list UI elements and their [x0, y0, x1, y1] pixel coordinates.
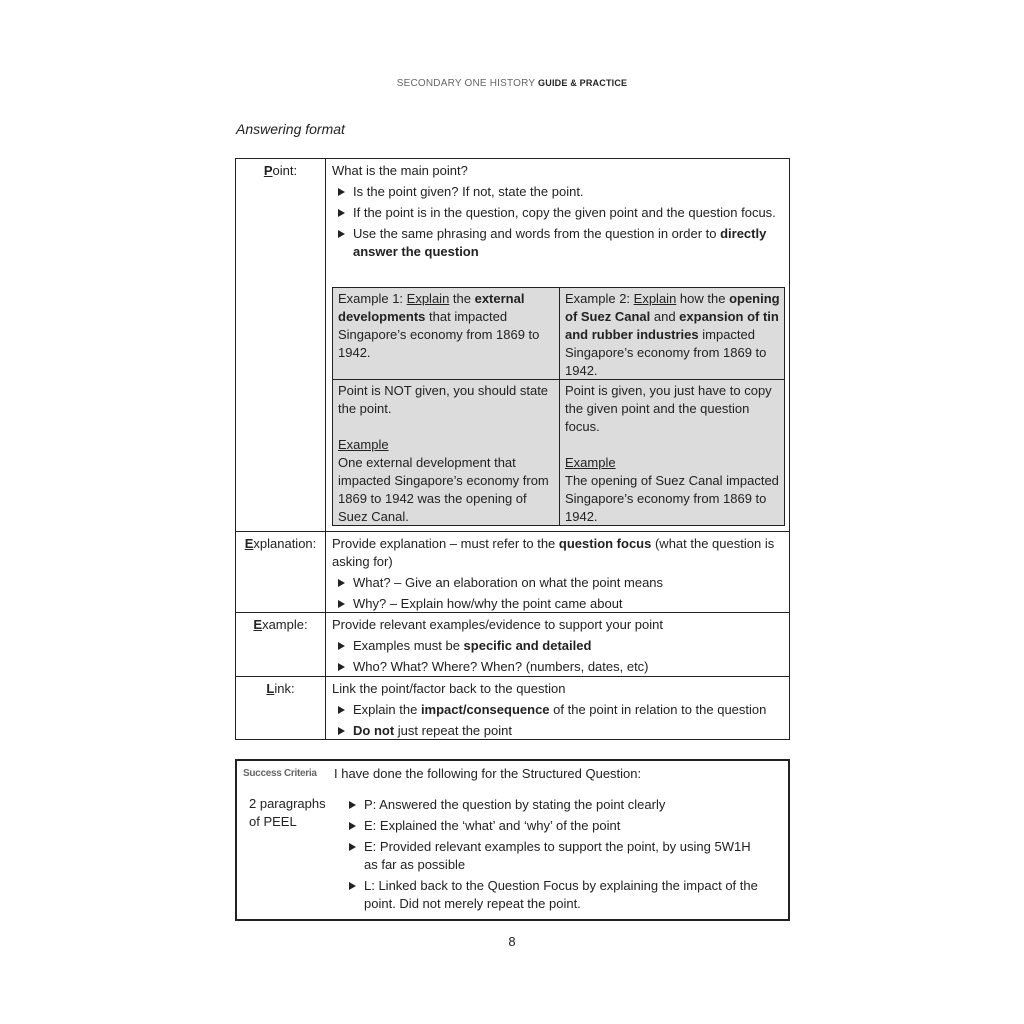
explanation-bullet-2: Why? – Explain how/why the point came about [332, 595, 783, 613]
example-row [236, 612, 789, 676]
peel-table [235, 158, 790, 740]
example-2-answer: Point is given, you just have to copy the given point and the question focus. Example The opening of Suez Canal impacted Singapore’s economy from 1869 to 1942. [565, 383, 779, 524]
explanation-bullet-1: What? – Give an elaboration on what the point means [332, 574, 783, 592]
example-content: Provide relevant examples/evidence to support your point Examples must be specific and detailed Who? What? Where? When? (numbers, dates, etc) [327, 613, 789, 679]
link-bullet-2: Do not just repeat the point [332, 722, 783, 740]
link-content: Link the point/factor back to the question Explain the impact/consequence of the point in relation to the question Do not just repeat the point [327, 677, 789, 743]
running-header [0, 78, 1024, 89]
point-bullet-3: Use the same phrasing and words from the question in order to directly answer the question [332, 225, 783, 261]
section-title: Answering format [236, 121, 345, 137]
success-criteria-box [235, 759, 790, 921]
success-criteria-title: Success Criteria [243, 768, 317, 779]
link-label: Link: [236, 677, 326, 739]
example-2-question: Example 2: Explain how the opening of Suez Canal and expansion of tin and rubber industries impacted Singapore’s economy from 1869 to 1942. [565, 291, 780, 378]
header-series-bold: GUIDE & PRACTICE [538, 78, 628, 88]
example-1-answer: Point is NOT given, you should state the point. Example One external development that impacted Singapore’s economy from 1869 to 1942 was the opening of Suez Canal. [338, 383, 549, 524]
explanation-row [236, 531, 789, 612]
criteria-item: L: Linked back to the Question Focus by explaining the impact of the point. Did not merely repeat the point. [343, 877, 763, 913]
example-1-question: Example 1: Explain the external developments that impacted Singapore’s economy from 1869 to 1942. [338, 291, 540, 360]
example-label: Example: [236, 613, 326, 676]
point-bullets [332, 183, 783, 261]
header-series: SECONDARY ONE HISTORY [396, 78, 536, 89]
success-criteria-list [343, 796, 763, 916]
success-criteria-intro: I have done the following for the Structured Question: [334, 766, 642, 781]
success-criteria-requirement: 2 paragraphs of PEEL [249, 796, 326, 829]
point-bullet-1: Is the point given? If not, state the point. [332, 183, 783, 201]
criteria-item: E: Provided relevant examples to support the point, by using 5W1H as far as possible [343, 838, 763, 874]
point-question: What is the main point? [332, 163, 468, 178]
point-label: Point: [236, 159, 326, 531]
page-number: 8 [508, 934, 516, 949]
point-content [327, 159, 789, 264]
criteria-item: E: Explained the ‘what’ and ‘why’ of the point [343, 817, 763, 835]
link-row [236, 676, 789, 739]
point-bullet-2: If the point is in the question, copy the given point and the question focus. [332, 204, 783, 222]
point-row [236, 159, 789, 531]
criteria-item: P: Answered the question by stating the point clearly [343, 796, 763, 814]
link-bullet-1: Explain the impact/consequence of the point in relation to the question [332, 701, 783, 719]
example-bullet-1: Examples must be specific and detailed [332, 637, 783, 655]
explanation-label: Explanation: [236, 532, 326, 612]
point-examples-table [332, 287, 785, 526]
example-bullet-2: Who? What? Where? When? (numbers, dates, etc) [332, 658, 783, 676]
explanation-content: Provide explanation – must refer to the question focus (what the question is asking for) What? – Give an elaboration on what the point means Why? – Explain how/why the point came about [327, 532, 789, 616]
